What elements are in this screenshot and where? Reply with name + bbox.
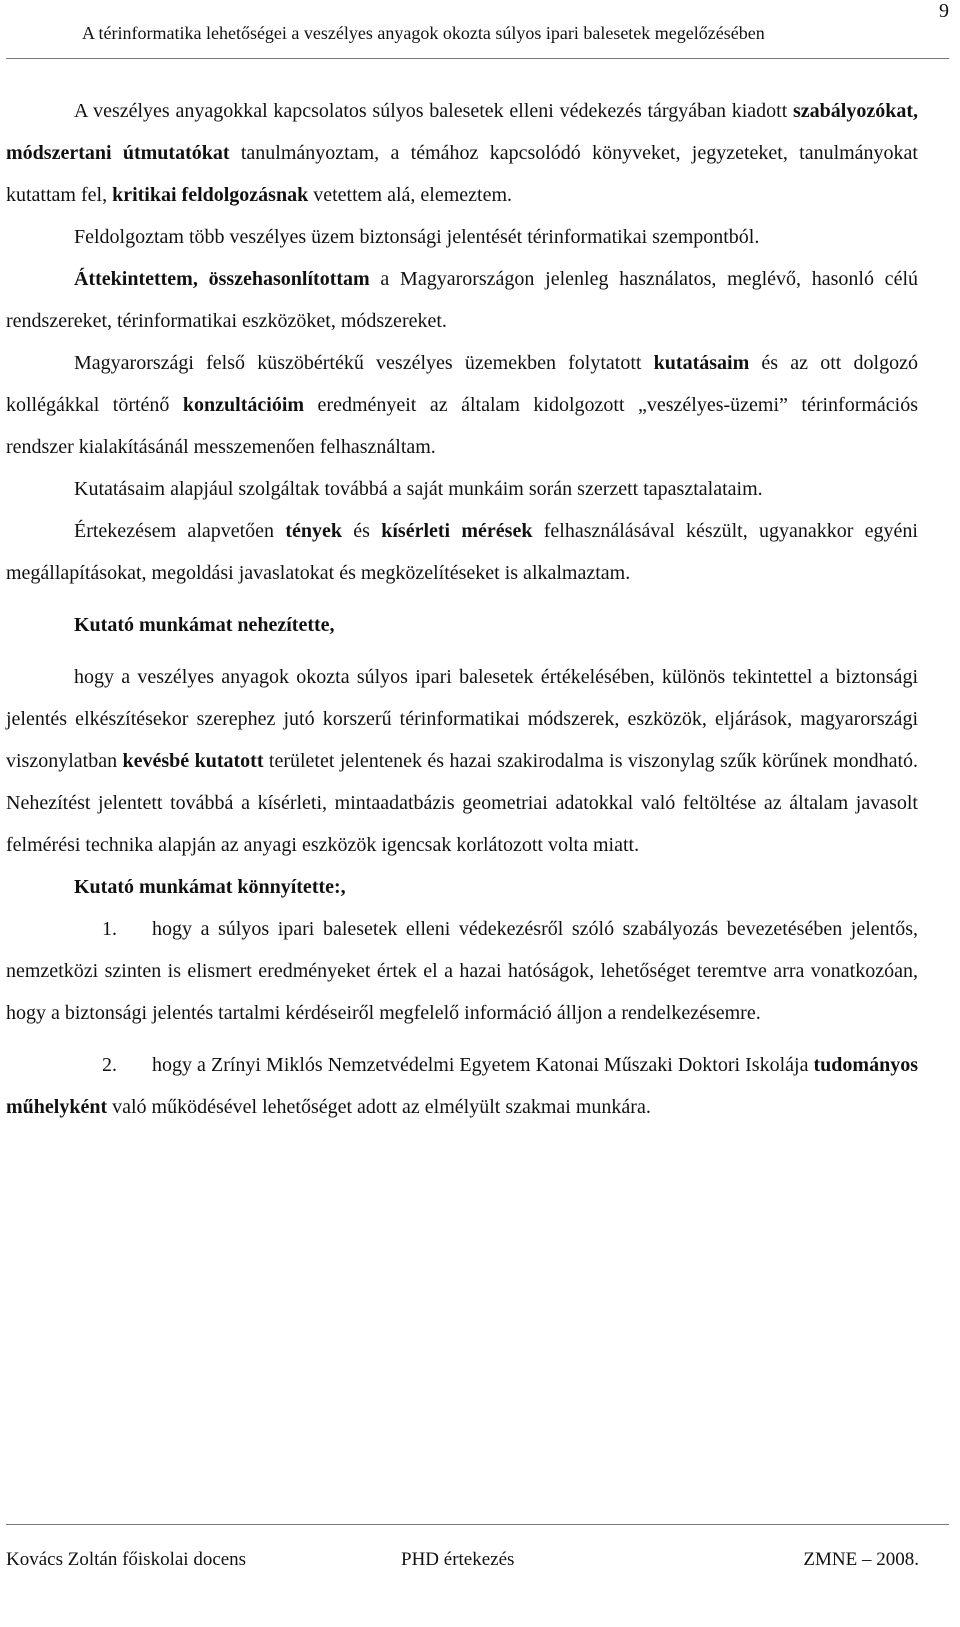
- text-run: A veszélyes anyagokkal kapcsolatos súlyos balesetek elleni védekezés tárgyában kiadott: [74, 100, 793, 122]
- text-run: és: [342, 520, 382, 542]
- page-number: 9: [939, 0, 949, 22]
- bold-run: tudományos műhelyként: [6, 1054, 918, 1118]
- paragraph-safety-reports: Feldolgoztam több veszélyes üzem biztonsági jelentését térinformatikai szempontból.: [74, 226, 760, 248]
- list-item: [6, 908, 918, 1034]
- paragraph-difficulties: [6, 656, 918, 866]
- paragraph-sources: [6, 90, 918, 216]
- bold-run: Áttekintettem, összehasonlítottam: [74, 268, 370, 290]
- text-run: hogy a Zrínyi Miklós Nemzetvédelmi Egyetem Katonai Műszaki Doktori Iskolája: [152, 1054, 814, 1076]
- bold-run: kutatásaim: [653, 352, 750, 374]
- page-header: [6, 0, 949, 59]
- footer-doc-type: PHD értekezés: [401, 1549, 515, 1570]
- text-run: eredményeit az általam kidolgozott „veszélyes-üzemi” térinformációs rendszer kialakításánál messzemenően felhasználtam.: [6, 394, 919, 458]
- bold-run: szabályozókat, módszertani útmutatókat: [6, 100, 918, 164]
- paragraph-methods: [6, 510, 918, 594]
- bold-run: kísérleti mérések: [381, 520, 533, 542]
- list-item: [6, 1044, 918, 1128]
- bold-run: tények: [285, 520, 343, 542]
- text-run: való működésével lehetőséget adott az elmélyült szakmai munkára.: [107, 1096, 651, 1118]
- text-run: hogy a súlyos ipari balesetek elleni védekezésről szóló szabályozás bevezetésében jelentős, nemzetközi szinten is elismert eredményeket értek el a hazai hatóságok, lehetőséget teremtve arra vonatkozóan, hogy a biztonsági jelentés tartalmi kérdéseiről megfelelő információ álljon a rendelkezésemre.: [6, 918, 918, 1024]
- section-heading-facilitators: Kutató munkámat könnyítette:,: [74, 876, 346, 898]
- paragraph-research: [6, 342, 918, 468]
- document-body: [6, 90, 918, 1128]
- page-footer: [6, 1524, 949, 1585]
- footer-institution: ZMNE – 2008.: [803, 1549, 919, 1570]
- text-run: felhasználásával készült, ugyanakkor egyéni megállapításokat, megoldási javaslatokat és megközelítéseket is alkalmaztam.: [6, 520, 918, 584]
- text-run: és az ott dolgozó kollégákkal történő: [6, 352, 918, 416]
- list-number: 2.: [102, 1054, 117, 1076]
- text-run: tanulmányoztam, a témához kapcsolódó könyveket, jegyzeteket, tanulmányokat kutattam fel,: [6, 142, 918, 206]
- paragraph-experience: Kutatásaim alapjául szolgáltak továbbá a saját munkáim során szerzett tapasztalataim.: [74, 478, 763, 500]
- bold-run: kritikai feldolgozásnak: [112, 184, 309, 206]
- text-run: Magyarországi felső küszöbértékű veszélyes üzemekben folytatott: [74, 352, 654, 374]
- text-run: hogy a veszélyes anyagok okozta súlyos ipari balesetek értékelésében, különös tekintettel a biztonsági jelentés elkészítésekor szerephez jutó korszerű térinformatikai módszerek, eszközök, eljárások, magyarországi viszonylatban: [6, 666, 918, 772]
- text-run: Értekezésem alapvetően: [74, 520, 286, 542]
- list-number: 1.: [102, 918, 117, 940]
- bold-run: kevésbé kutatott: [122, 750, 264, 772]
- paragraph-systems-review: [6, 258, 918, 342]
- section-heading-difficulties: Kutató munkámat nehezítette,: [74, 614, 335, 636]
- text-run: a Magyarországon jelenleg használatos, meglévő, hasonló célú rendszereket, térinformatikai eszközöket, módszereket.: [6, 268, 918, 332]
- text-run: területet jelentenek és hazai szakirodalma is viszonylag szűk körűnek mondható. Nehezítést jelentett továbbá a kísérleti, mintaadatbázis geometriai adatokkal való feltöltése az általam javasolt felmérési technika alapján az anyagi eszközök igencsak korlátozott volta miatt.: [6, 750, 919, 856]
- bold-run: konzultációim: [182, 394, 305, 416]
- text-run: vetettem alá, elemeztem.: [308, 184, 512, 206]
- running-title: A térinformatika lehetőségei a veszélyes anyagok okozta súlyos ipari balesetek megelőzésében: [82, 23, 765, 43]
- footer-author: Kovács Zoltán főiskolai docens: [6, 1549, 247, 1570]
- spacer: [6, 1034, 918, 1044]
